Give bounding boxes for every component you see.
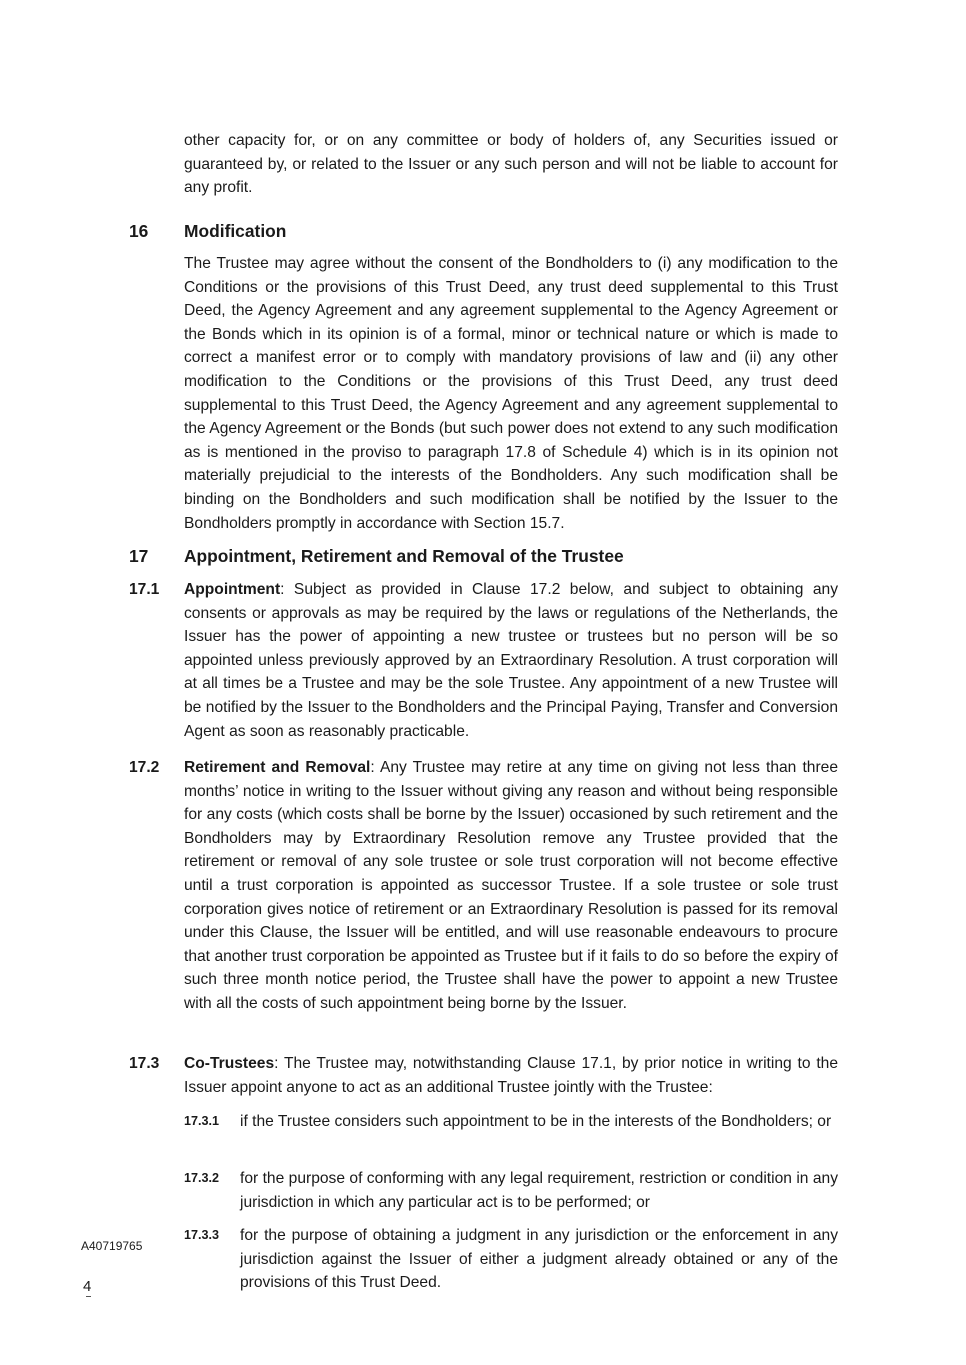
section-number: 17 [129,546,149,566]
sub-item-text: for the purpose of conforming with any legal requirement, restriction or condition in any jurisdiction in which any particular act is to be performed; or [240,1170,838,1211]
clause-17-2-number: 17.2 [129,759,160,776]
clause-17-2-paragraph [184,756,838,1016]
section-16-heading [129,219,849,243]
clause-text: : The Trustee may, notwithstanding Clause 17.1, by prior notice in writing to the Issuer appoint anyone to act as an additional Trustee jointly with the Trustee: [184,1055,838,1096]
clause-17-1-paragraph [184,578,838,743]
clause-17-3-number: 17.3 [129,1055,160,1072]
sub-item-number: 17.3.3 [184,1228,220,1242]
clause-text: : Subject as provided in Clause 17.2 below, and subject to obtaining any consents or approvals as may be required by the laws or regulations of the Netherlands, the Issuer has the power of appointing a new trustee or trustees but no person will be so appointed unless previously approved by an Extraordinary Resolution. A trust corporation will at all times be a Trustee and may be the sole Trustee. Any appointment of a new Trustee will be notified by the Issuer to the Bondholders and the Principal Paying, Transfer and Conversion Agent as soon as reasonably practicable. [184,581,838,740]
document-reference: A40719765 [81,1239,143,1253]
page-number: 4 [83,1278,92,1295]
sub-item-number: 17.3.2 [184,1171,220,1185]
clause-17-3-paragraph [184,1052,838,1099]
section-title: Modification [184,221,287,241]
sub-item-text: if the Trustee considers such appointment to be in the interests of the Bondholders; or [240,1113,832,1130]
section-number: 16 [129,221,149,241]
clause-lead: Appointment [184,581,281,598]
section-17-heading [129,544,849,568]
continuation-paragraph: other capacity for, or on any committee or body of holders of, any Securities issued or guaranteed by, or related to the Issuer or any such person and will not be liable to account for any profit. [184,132,838,197]
sub-item-text: for the purpose of obtaining a judgment in any jurisdiction or the enforcement in any jurisdiction against the Issuer of either a judgment already obtained or any of the provisions of this Trust Deed. [240,1227,838,1292]
section-title: Appointment, Retirement and Removal of the Trustee [184,546,624,566]
footer-mark [86,1296,91,1297]
clause-17-1-number: 17.1 [129,581,160,598]
section-16-paragraph: The Trustee may agree without the consent of the Bondholders to (i) any modification to the Conditions or the provisions of this Trust Deed, any trust deed supplemental to this Trust Deed, the Agency Agreement and any agreement supplemental to the Agency Agreement or the Bonds which in its opinion is of a formal, minor or technical nature or which is made to correct a manifest error or to comply with mandatory provisions of law and (ii) any other modification to the Conditions or the provisions of this Trust Deed, any trust deed supplemental to this Trust Deed, the Agency Agreement and any agreement supplemental to the Agency Agreement or the Bonds (but such power does not extend to any such modification as is mentioned in the proviso to paragraph 17.8 of Schedule 4) which is in its opinion not materially prejudicial to the interests of the Bondholders. Any such modification shall be binding on the Bondholders and such modification shall be notified by the Issuer to the Bondholders promptly in accordance with Section 15.7. [184,255,838,532]
sub-item-number: 17.3.1 [184,1114,220,1128]
clause-lead: Retirement and Removal [184,759,371,776]
clause-lead: Co-Trustees [184,1055,275,1072]
clause-text: : Any Trustee may retire at any time on giving not less than three months’ notice in writing to the Issuer without giving any reason and without being responsible for any costs (which costs shall be borne by the Issuer) occasioned by such retirement and the Bondholders may by Extraordinary Resolution remove any Trustee provided that the retirement or removal of any sole trustee or sole trust corporation will not become effective until a trust corporation is appointed as successor Trustee. If a sole trustee or sole trust corporation gives notice of retirement or an Extraordinary Resolution is passed for its removal under this Clause, the Issuer will be entitled, and will use reasonable endeavours to procure that another trust corporation be appointed as Trustee but if it fails to do so before the expiry of such three month notice period, the Trustee shall have the power to appoint a new Trustee with all the costs of such appointment being borne by the Issuer. [184,759,838,1012]
